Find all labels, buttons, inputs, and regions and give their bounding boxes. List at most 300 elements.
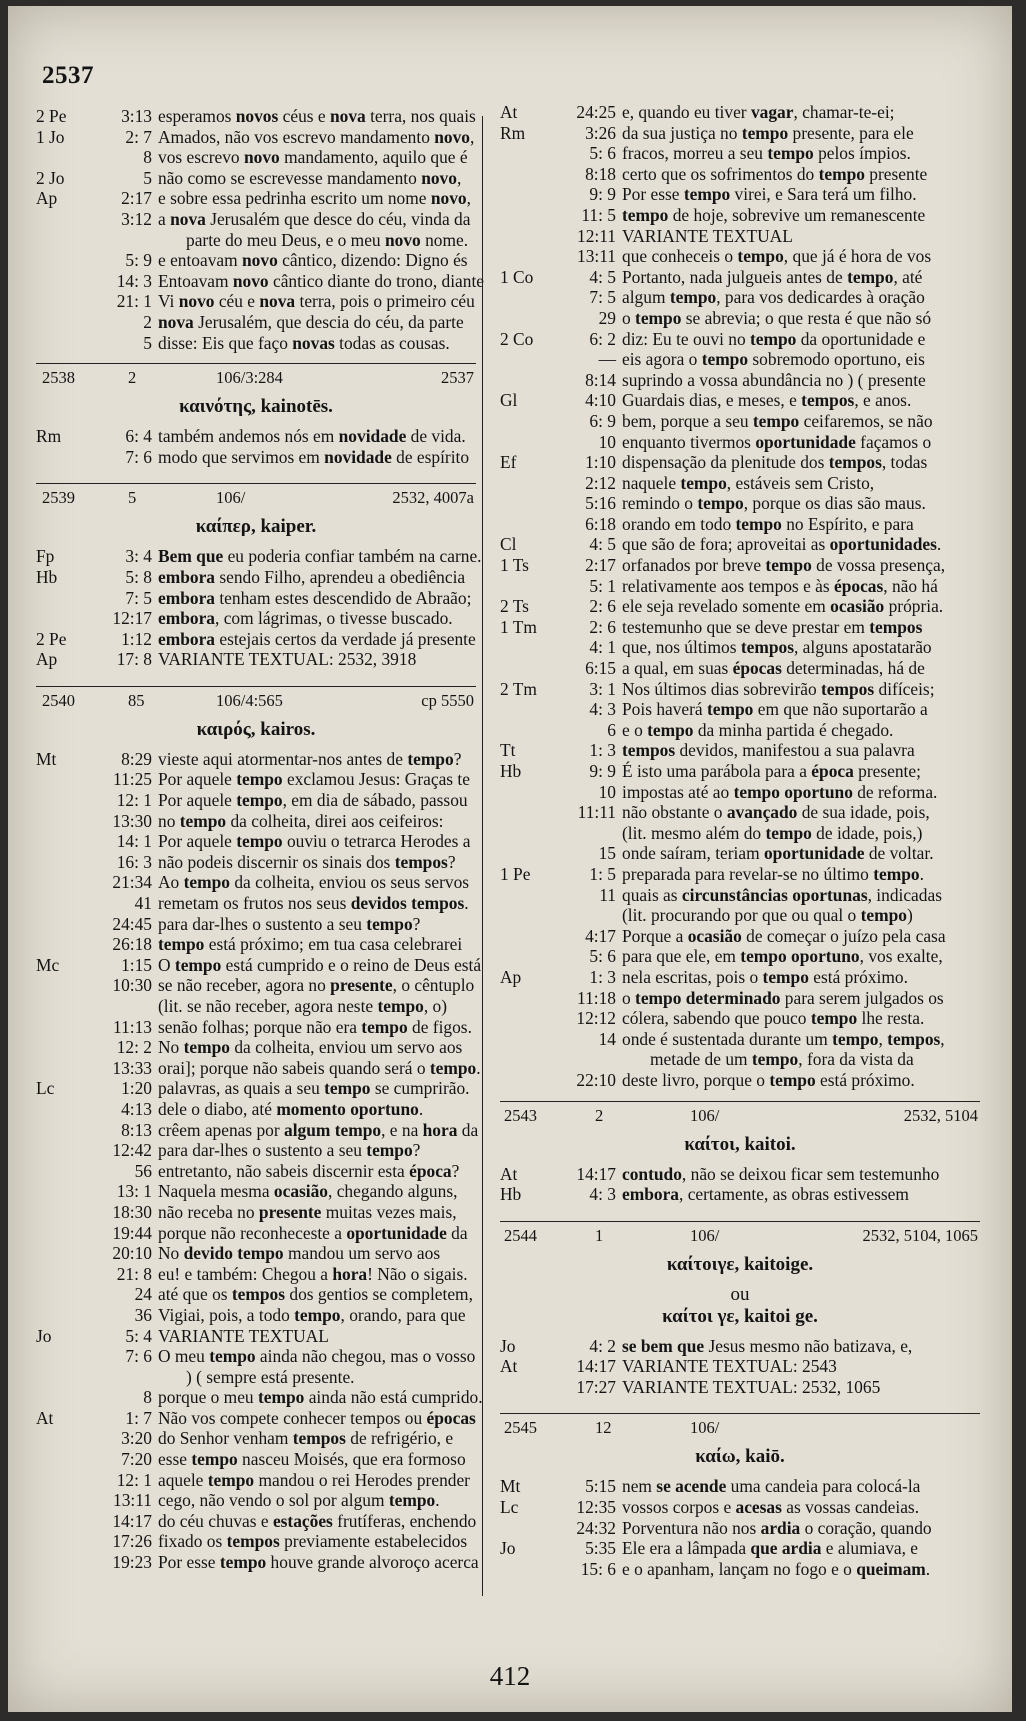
entry-header [36,483,476,506]
verse-text: Por aquele tempo, em dia de sábado, passou [158,790,468,811]
verse-line [36,291,476,312]
verse-ref: 3: 1 [589,678,616,699]
verse-text: a qual, em suas épocas determinadas, há de [622,658,925,679]
verse-text: VARIANTE TEXTUAL [622,225,793,246]
verse-ref: 3:12 [121,208,152,229]
verse-line [36,1305,476,1326]
verse-ref: 7: 6 [125,1346,152,1367]
verse-ref: 29 [598,307,616,328]
verse-line [36,426,476,447]
verse-text: embora, certamente, as obras estivessem [622,1184,909,1205]
entry-header [500,1413,980,1436]
verse-text: Naquela mesma ocasião, chegando alguns, [158,1181,458,1202]
verse-text: remindo o tempo, porque os dias são maus. [622,493,926,514]
verse-text: enquanto tivermos oportunidade façamos o [622,431,932,452]
verse-text: que conheceis o tempo, que já é hora de vos [622,246,932,267]
book-abbrev: At [36,1407,54,1428]
verse-line [36,1552,479,1573]
verse-line [500,843,980,864]
verse-ref: 2:12 [585,472,616,493]
verse-text: onde é sustentada durante um tempo, tempos, [622,1028,945,1049]
verse-ref: 10 [598,781,616,802]
verse-line [36,1017,476,1038]
verse-line [36,975,476,996]
verse-text: e sobre essa pedrinha escrito um nome novo, [158,188,471,209]
book-abbrev: 2 Tm [500,678,537,699]
verse-ref: 1:15 [121,954,152,975]
entry-header [36,686,476,709]
verse-line [36,629,476,650]
entry-spacer [500,1205,980,1211]
verse-ref: 26:18 [112,934,152,955]
verse-ref: 13:33 [112,1057,152,1078]
verse-ref: 24:25 [576,102,616,122]
verse-line [36,188,476,209]
related-numbers: 2532, 5104, 1065 [862,1225,978,1245]
verse-line [500,432,980,453]
entry-spacer [36,1573,476,1579]
entry-number: 2545 [504,1418,537,1438]
verse-line [500,905,980,926]
occurrence-count: 5 [128,488,137,508]
verse-line [500,1070,980,1091]
verse-ref: 14:17 [576,1163,616,1184]
verse-text: para dar-lhes o sustento a seu tempo? [158,1140,421,1161]
occurrence-count: 85 [128,690,145,710]
entry-reference: 106/ [690,1225,720,1245]
verse-line [500,102,980,123]
verse-line [36,934,476,955]
verse-line [500,308,980,329]
verse-text: porque não reconheceste a oportunidade da [158,1222,468,1243]
verse-text: VARIANTE TEXTUAL: 2543 [622,1356,837,1377]
verse-text: e, quando eu tiver vagar, chamar-te-ei; [622,102,895,122]
verse-text: metade de um tempo, fora da vista da [650,1049,914,1070]
verse-ref: 12:35 [576,1497,616,1518]
verse-line [36,749,476,770]
book-abbrev: Ap [500,966,522,987]
verse-ref: 12:42 [112,1140,152,1161]
verse-ref: 21:34 [112,872,152,893]
verse-line [500,637,980,658]
verse-line [500,329,980,350]
verse-ref: 14: 1 [116,831,152,852]
verse-line [36,1099,476,1120]
verse-ref: 12: 2 [116,1037,152,1058]
verse-line [500,514,980,535]
verse-line [36,1490,476,1511]
verse-ref: 5: 6 [589,946,616,967]
verse-text: e entoavam novo cântico, dizendo: Digno és [158,250,468,271]
entry-verses [36,546,482,670]
verse-ref: 4:10 [585,390,616,411]
related-numbers: 2532, 5104 [903,1105,978,1125]
verse-line [500,287,980,308]
verse-ref: 17: 8 [116,649,152,670]
verse-text: Entoavam novo cântico diante do trono, diante [158,270,485,291]
verse-ref: 15 [598,843,616,864]
verse-line [500,555,980,576]
verse-ref: 7: 5 [589,287,616,308]
verse-text: Guardais dias, e meses, e tempos, e anos. [622,390,912,411]
verse-line [500,1184,980,1205]
verse-text: VARIANTE TEXTUAL: 2532, 1065 [622,1376,881,1397]
book-abbrev: Tt [500,740,516,761]
verse-line [36,1202,476,1223]
verse-line [36,893,476,914]
verse-ref: 13: 1 [116,1181,152,1202]
verse-line [500,926,980,947]
verse-text: nela escritas, pois o tempo está próximo. [622,966,908,987]
verse-line [500,988,980,1009]
verse-line [500,885,980,906]
verse-text: dele o diabo, até momento oportuno. [158,1098,424,1119]
verse-ref: 3:26 [585,122,616,143]
greek-headword: καίω, kaiō. [695,1446,785,1468]
verse-ref: 2:17 [585,555,616,576]
verse-line [500,390,980,411]
verse-ref: 12:17 [112,608,152,629]
verse-line [36,790,476,811]
verse-text: parte do meu Deus, e o meu novo nome. [186,229,469,250]
verse-ref: 5: 9 [125,250,152,271]
verse-line [500,1518,980,1539]
verse-text: embora, com lágrimas, o tivesse buscado. [158,608,453,629]
book-abbrev: Mt [500,1476,521,1497]
verse-text: Vi novo céu e nova terra, pois o primeiro céu [158,291,475,312]
verse-ref: 20:10 [112,1243,152,1264]
verse-line [500,740,980,761]
verse-ref: 11:25 [113,769,152,790]
verse-text: orfanados por breve tempo de vossa presença, [622,555,946,576]
entry-verses [500,1336,980,1398]
book-abbrev: At [500,1356,518,1377]
verse-text: entretanto, não sabeis discernir esta época? [158,1160,460,1181]
verse-line [500,349,980,370]
verse-line [36,127,476,148]
verse-text: cólera, sabendo que pouco tempo lhe resta. [622,1008,925,1029]
verse-line [500,782,980,803]
verse-text: o tempo se abrevia; o que resta é que não só [622,307,932,328]
entry-header [500,1221,980,1244]
verse-line [36,608,476,629]
verse-line [500,658,980,679]
verse-ref: 5: 1 [589,575,616,596]
verse-line [500,1029,980,1050]
verse-ref: 12:12 [576,1008,616,1029]
verse-text: relativamente aos tempos e às épocas, não há [622,575,938,596]
verse-ref: 13:11 [113,1490,152,1511]
book-abbrev: Mt [36,748,57,769]
book-abbrev: Mc [36,954,60,975]
verse-line [36,230,476,251]
verse-ref: 4:13 [121,1098,152,1119]
verse-text: esperamos novos céus e nova terra, nos quais [158,106,476,126]
verse-line [500,617,980,638]
verse-ref: 4: 2 [589,1335,616,1356]
verse-ref: 6: 9 [589,410,616,431]
verse-ref: 2: 6 [589,616,616,637]
verse-text: embora sendo Filho, aprendeu a obediência [158,566,466,587]
verse-text: tempo de hoje, sobrevive um remanescente [622,204,926,225]
verse-ref: 1: 3 [589,966,616,987]
entry-verses [500,1476,980,1579]
verse-line [500,1049,980,1070]
verse-line [36,1326,476,1347]
verse-line [36,1161,476,1182]
verse-ref: 7: 6 [125,446,152,467]
verse-text: não como se escrevesse mandamento novo, [158,167,462,188]
verse-ref: 19:44 [112,1222,152,1243]
entry-reference: 106/4:565 [216,690,283,710]
verse-ref: 14:17 [576,1356,616,1377]
verse-text: senão folhas; porque não era tempo de figos. [158,1016,472,1037]
verse-text: bem, porque a seu tempo ceifaremos, se não [622,410,933,431]
entry-header [36,363,476,386]
verse-text: embora estejais certos da verdade já presente [158,628,476,649]
verse-text: fixado os tempos previamente estabelecidos [158,1531,468,1552]
verse-text: algum tempo, para vos dedicardes à oração [622,287,925,308]
book-abbrev: 1 Ts [500,555,529,576]
verse-line [500,823,980,844]
verse-ref: 21: 8 [116,1263,152,1284]
verse-text: Vigiai, pois, a todo tempo, orando, para que [158,1304,466,1325]
verse-ref: 11:13 [113,1016,152,1037]
verse-ref: 8 [143,1387,152,1408]
verse-line [36,312,476,333]
verse-text: Por aquele tempo exclamou Jesus: Graças te [158,769,470,790]
book-abbrev: Hb [500,761,522,781]
verse-text: deste livro, porque o tempo está próximo. [622,1069,915,1090]
verse-line [36,1057,481,1079]
verse-ref: 9: 9 [589,761,616,781]
verse-text: que, nos últimos tempos, alguns apostatarão [622,637,932,658]
book-abbrev: At [500,1163,518,1184]
verse-ref: 17:26 [112,1531,152,1552]
verse-ref: 2: 6 [589,596,616,617]
book-abbrev: Rm [36,426,62,447]
verse-text: da sua justiça no tempo presente, para ele [622,122,914,143]
occurrence-count: 2 [128,368,137,388]
verse-ref: 13:11 [577,246,616,267]
entry-spacer [500,1397,980,1403]
verse-text: suprindo a vossa abundância no ) ( presente [622,369,926,390]
book-abbrev: 1 Jo [36,126,65,147]
verse-ref: 5 [143,167,152,188]
verse-line [36,588,476,609]
book-abbrev: 1 Pe [500,863,531,884]
verse-line [500,1497,980,1518]
verse-text: também andemos nós em novidade de vida. [158,426,466,447]
verse-line [36,333,476,354]
verse-text: Por esse tempo houve grande alvoroço acerca [158,1552,479,1573]
entry-number: 2538 [42,368,75,388]
greek-headword: καίτοι, kaitoi. [684,1133,796,1155]
verse-ref: 21: 1 [116,291,152,312]
occurrence-count: 2 [595,1105,604,1125]
verse-ref: 19:23 [112,1552,152,1573]
verse-line [36,811,476,832]
verse-ref: 4: 5 [589,534,616,555]
verse-line [36,1078,476,1099]
book-abbrev: Hb [500,1184,522,1205]
verse-line [36,270,485,292]
verse-ref: 4: 3 [589,699,616,720]
book-abbrev: At [500,102,518,122]
verse-ref: 17:27 [576,1376,616,1397]
verse-text: Porventura não nos ardia o coração, quando [622,1517,932,1538]
verse-ref: 1: 7 [125,1407,152,1428]
verse-ref: 3: 4 [125,546,152,567]
verse-line [36,1470,476,1491]
book-abbrev: Gl [500,390,518,411]
verse-line [500,1008,980,1029]
verse-line [36,447,476,468]
verse-line [500,967,980,988]
verse-line [500,946,980,967]
verse-line [500,1164,980,1185]
verse-ref: 8 [143,147,152,168]
greek-headword: καιρός, kairos. [196,718,316,740]
book-abbrev: Ap [36,649,58,670]
verse-text: para que ele, em tempo oportuno, vos exalte, [622,946,943,967]
right-entries [500,1101,980,1586]
verse-text: Amados, não vos escrevo mandamento novo, [158,126,475,147]
verse-text: diz: Eu te ouvi no tempo da oportunidade e [622,328,926,349]
verse-ref: 14 [598,1028,616,1049]
verse-text: modo que servimos em novidade de espírito [158,446,470,467]
verse-ref: 5: 4 [125,1325,152,1346]
entry-verses [500,1164,980,1205]
verse-text: o tempo determinado para serem julgados os [622,987,944,1008]
book-abbrev: Cl [500,534,517,555]
verse-ref: 3:20 [121,1428,152,1449]
book-abbrev: Ap [36,188,58,209]
verse-ref: — [598,349,616,370]
verse-ref: 10:30 [112,975,152,996]
verse-ref: 6:15 [585,658,616,679]
verse-line [36,1346,476,1367]
verse-line [36,996,476,1017]
verse-line [500,1356,980,1377]
verse-line [36,1428,476,1449]
verse-line [500,576,980,597]
book-abbrev: Jo [500,1538,516,1559]
verse-ref: 22:10 [576,1069,616,1090]
verse-text: Pois haverá tempo em que não suportarão a [622,699,928,720]
column-divider [482,116,483,1596]
verse-line [36,1140,476,1161]
verse-ref: 56 [134,1160,152,1181]
verse-line [36,1119,479,1141]
verse-ref: 14: 3 [116,270,152,291]
entry-header [500,1101,980,1124]
verse-line [500,802,980,823]
verse-ref: 4: 1 [589,637,616,658]
verse-ref: 8:14 [585,369,616,390]
left-entries [36,363,483,1579]
verse-text: a nova Jerusalém que desce do céu, vinda da [158,208,471,229]
verse-line [36,1284,476,1305]
book-abbrev: Jo [36,1325,52,1346]
verse-text: vieste aqui atormentar-nos antes de tempo? [158,748,462,769]
verse-text: palavras, as quais a seu tempo se cumprirão. [158,1078,470,1099]
verse-text: eu! e também: Chegou a hora! Não o sigais. [158,1263,468,1284]
greek-headword: καίπερ, kaiper. [195,516,317,538]
verse-ref: 8:18 [585,163,616,184]
verse-ref: 11 [599,884,616,905]
verse-text: VARIANTE TEXTUAL: 2532, 3918 [158,649,417,670]
verse-ref: 5 [143,332,152,353]
book-abbrev: 2 Pe [36,628,67,649]
book-abbrev: 2 Ts [500,596,529,617]
verse-line [500,164,980,185]
verse-text: não podeis discernir os sinais dos tempos? [158,851,456,872]
verse-line [500,411,980,432]
verse-text: embora tenham estes descendido de Abraão; [158,587,472,608]
related-numbers: cp 5550 [421,690,474,710]
verse-text: O tempo está cumprido e o reino de Deus está [158,954,482,975]
verse-line [500,534,980,555]
verse-ref: 12: 1 [116,790,152,811]
verse-text: Bem que eu poderia confiar também na carne. [158,546,482,567]
verse-text: se bem que Jesus mesmo não batizava, e, [622,1335,913,1356]
verse-text: não receba no presente muitas vezes mais, [158,1201,457,1222]
entry-reference: 106/ [216,488,246,508]
verse-line [36,1037,476,1058]
right-column [500,102,980,1585]
book-abbrev: Ef [500,452,517,473]
verse-ref: 7: 5 [125,587,152,608]
verse-line [500,246,980,267]
verse-line [36,1181,476,1202]
verse-text: disse: Eis que faço novas todas as cousas. [158,332,450,353]
verse-text: Portanto, nada julgueis antes de tempo, até [622,266,923,287]
verse-line [500,123,980,144]
book-abbrev: Lc [500,1497,519,1518]
verse-text: (lit. procurando por que ou qual o tempo) [622,905,913,926]
verse-text: onde saíram, teriam oportunidade de voltar. [622,843,934,864]
verse-text: tempos devidos, manifestou a sua palavra [622,740,915,761]
verse-ref: 1:10 [585,452,616,473]
verse-ref: 8:13 [121,1119,152,1140]
verse-text: No tempo da colheita, enviou um servo aos [158,1037,463,1058]
verse-line [36,1243,476,1264]
verse-ref: 5:35 [585,1538,616,1559]
verse-line [36,147,476,168]
verse-text: orando em todo tempo no Espírito, e para [622,513,914,534]
verse-line [500,226,980,247]
verse-line [36,1367,476,1388]
verse-line [500,720,980,741]
verse-line [36,1449,476,1470]
verse-ref: 12:11 [577,225,616,246]
verse-ref: 4:17 [585,925,616,946]
verse-ref: 15: 6 [580,1558,616,1579]
verse-text: porque o meu tempo ainda não está cumprido. [158,1387,483,1408]
verse-line [36,649,476,670]
verse-line [500,1336,980,1357]
verse-ref: 14:17 [112,1510,152,1531]
verse-text: vos escrevo novo mandamento, aquilo que é [158,147,468,168]
book-abbrev: Rm [500,122,526,143]
verse-ref: 11: 5 [581,204,616,225]
page-header: 2537 [42,62,94,89]
entry-spacer [36,670,476,676]
verse-ref: 9: 9 [589,184,616,205]
verse-line [36,1511,476,1532]
verse-text: cego, não vendo o sol por algum tempo. [158,1490,440,1511]
